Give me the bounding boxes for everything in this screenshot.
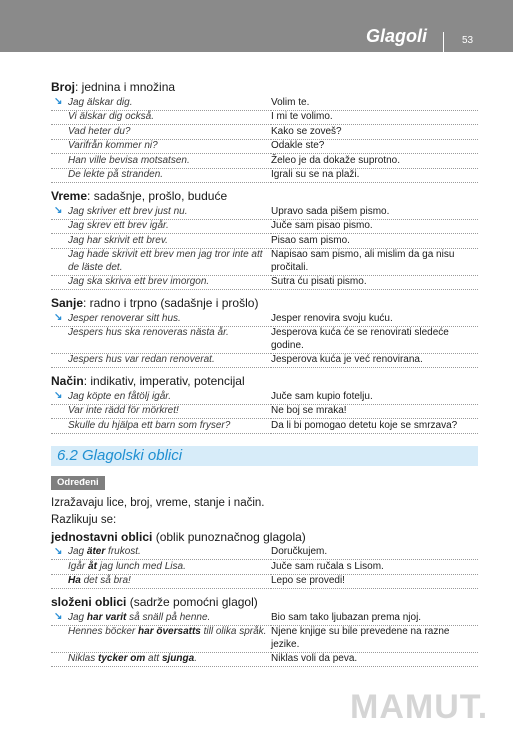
example-row	[51, 125, 478, 140]
example-row	[51, 353, 478, 368]
serbian-translation: Lepo se provedi!	[271, 574, 478, 589]
example-row	[51, 205, 478, 219]
swedish-example	[51, 404, 271, 419]
swedish-example	[51, 560, 271, 575]
swedish-example	[51, 219, 271, 234]
swedish-example	[51, 419, 271, 434]
example-row	[51, 574, 478, 589]
arrow-down-right-icon: ↘	[54, 96, 63, 107]
section-term: Vreme	[51, 189, 88, 203]
example-text: Igår	[68, 560, 89, 572]
example-text: det så bra!	[80, 575, 131, 586]
example-text: Hennes böcker	[68, 626, 139, 637]
arrow-down-right-icon: ↘	[54, 390, 63, 401]
example-table	[51, 96, 478, 183]
swedish-example	[51, 353, 271, 368]
example-row	[51, 248, 478, 275]
example-row	[51, 546, 478, 560]
intro-text: Razlikuju se:	[51, 513, 117, 526]
example-row	[51, 625, 478, 652]
example-row	[51, 390, 478, 404]
swedish-example	[51, 625, 271, 652]
section-description: (oblik punoznačnog glagola)	[152, 529, 306, 544]
serbian-translation: Doručkujem.	[271, 546, 478, 560]
swedish-example	[51, 234, 271, 249]
example-text: Jag ska skriva ett brev imorgon.	[68, 276, 210, 287]
chapter-title: Glagoli	[365, 26, 427, 46]
section-term: Sanje	[51, 296, 84, 310]
example-text: Vi älskar dig också.	[68, 111, 154, 122]
serbian-translation: I mi te volimo.	[271, 110, 478, 125]
example-text: Jag hade skrivit ett brev men jag tror inte att de läste det.	[68, 249, 263, 273]
serbian-translation: Juče sam pisao pismo.	[271, 219, 478, 234]
swedish-example	[51, 611, 271, 625]
section-heading	[51, 593, 478, 611]
swedish-example	[51, 390, 271, 404]
example-text: till olika språk.	[200, 626, 267, 637]
example-table	[51, 205, 478, 290]
serbian-translation: Želeo je da dokaže suprotno.	[271, 154, 478, 169]
section-term: Način	[51, 374, 84, 388]
serbian-translation: Upravo sada pišem pismo.	[271, 205, 478, 219]
page-header-bar	[0, 0, 513, 52]
example-text: att	[145, 653, 162, 664]
example-text: De lekte på stranden.	[68, 169, 164, 180]
example-text: Han ville bevisa motsatsen.	[68, 154, 190, 166]
example-text: Jesper renoverar sitt hus.	[68, 312, 181, 324]
swedish-example	[51, 275, 271, 290]
header-divider	[443, 32, 444, 52]
verb-highlight: har varit	[86, 611, 127, 623]
example-row	[51, 326, 478, 353]
swedish-example	[51, 125, 271, 140]
example-text: Jespers hus ska renoveras nästa år.	[68, 327, 229, 338]
serbian-translation: Igrali su se na plaži.	[271, 168, 478, 183]
example-text: .	[194, 653, 197, 664]
swedish-example	[51, 205, 271, 219]
section-description: : indikativ, imperativ, potencijal	[83, 374, 245, 388]
swedish-example	[51, 110, 271, 125]
swedish-example	[51, 312, 271, 326]
example-text: Jag	[68, 611, 87, 623]
section-term: jednostavni oblici	[51, 529, 153, 544]
example-text: Var inte rädd för mörkret!	[68, 405, 179, 416]
serbian-translation: Da li bi pomogao detetu koje se smrzava?	[271, 419, 478, 434]
serbian-translation: Njene knjige su bile prevedene na razne jezike.	[271, 625, 478, 652]
serbian-translation: Sutra ću pisati pismo.	[271, 275, 478, 290]
example-text: så snäll på henne.	[126, 611, 211, 623]
arrow-down-right-icon: ↘	[54, 205, 63, 216]
arrow-down-right-icon: ↘	[54, 611, 63, 622]
example-text: Varifrån kommer ni?	[68, 140, 158, 151]
serbian-translation: Odakle ste?	[271, 139, 478, 154]
serbian-translation: Niklas voli da peva.	[271, 652, 478, 667]
swedish-example	[51, 139, 271, 154]
swedish-example	[51, 168, 271, 183]
swedish-example	[51, 248, 271, 275]
section-heading	[51, 187, 478, 205]
swedish-example	[51, 154, 271, 169]
watermark-logo: MAMUT.	[350, 688, 489, 726]
serbian-translation: Jesper renovira svoju kuću.	[271, 312, 478, 326]
page-number: 53	[462, 35, 474, 46]
example-row	[51, 652, 478, 667]
section-description: : jednina i množina	[75, 80, 176, 94]
example-row	[51, 404, 478, 419]
example-text: Jespers hus var redan renoverat.	[68, 354, 215, 365]
example-text: Jag har skrivit ett brev.	[68, 234, 168, 246]
example-text: Skulle du hjälpa ett barn som fryser?	[68, 419, 231, 431]
serbian-translation: Ne boj se mraka!	[271, 404, 478, 419]
example-text: Niklas	[68, 653, 99, 664]
example-row	[51, 168, 478, 183]
example-text: jag lunch med Lisa.	[96, 560, 186, 572]
swedish-example	[51, 652, 271, 667]
example-text: Jag köpte en fåtölj igår.	[68, 390, 172, 402]
example-row	[51, 110, 478, 125]
category-label: Određeni	[51, 476, 105, 490]
example-table	[51, 312, 478, 368]
example-table	[51, 611, 478, 667]
example-row	[51, 234, 478, 249]
example-row	[51, 312, 478, 326]
serbian-translation: Volim te.	[271, 96, 478, 110]
section-description: : sadašnje, prošlo, buduće	[87, 189, 228, 203]
section-term: Broj	[51, 80, 75, 94]
serbian-translation: Napisao sam pismo, ali mislim da ga nisu pročitali.	[271, 248, 478, 275]
example-text: Vad heter du?	[68, 125, 131, 137]
verb-highlight: sjunga	[161, 653, 195, 664]
section-description: : radno i trpno (sadašnje i prošlo)	[83, 296, 259, 310]
example-text: frukost.	[105, 546, 141, 557]
serbian-translation: Juče sam ručala s Lisom.	[271, 560, 478, 575]
intro-text: Izražavaju lice, broj, vreme, stanje i način.	[51, 496, 265, 509]
serbian-translation: Pisao sam pismo.	[271, 234, 478, 249]
section-heading	[51, 528, 478, 546]
example-text: Jag älskar dig.	[68, 96, 133, 108]
swedish-example	[51, 326, 271, 353]
arrow-down-right-icon: ↘	[54, 312, 63, 323]
example-row	[51, 560, 478, 575]
verb-highlight: åt	[88, 560, 97, 572]
section-heading	[51, 78, 478, 96]
serbian-translation: Bio sam tako ljubazan prema njoj.	[271, 611, 478, 625]
arrow-down-right-icon: ↘	[54, 545, 63, 557]
example-text: Jag	[68, 546, 87, 557]
verb-highlight: Ha	[68, 575, 81, 586]
example-row	[51, 139, 478, 154]
verb-highlight: tycker om	[98, 653, 146, 664]
swedish-example	[51, 546, 271, 560]
example-table	[51, 546, 478, 590]
example-text: Jag skrev ett brev igår.	[68, 220, 169, 231]
example-row	[51, 275, 478, 290]
page-content	[51, 78, 478, 671]
example-text: Jag skriver ett brev just nu.	[68, 205, 188, 217]
section-heading	[51, 372, 478, 390]
serbian-translation: Juče sam kupio fotelju.	[271, 390, 478, 404]
section-description: (sadrže pomoćni glagol)	[126, 595, 258, 609]
serbian-translation: Jesperova kuća će se renovirati sledeće godine.	[271, 326, 478, 353]
example-row	[51, 154, 478, 169]
serbian-translation: Jesperova kuća je već renovirana.	[271, 353, 478, 368]
verb-highlight: äter	[86, 546, 106, 557]
swedish-example	[51, 574, 271, 589]
swedish-example	[51, 96, 271, 110]
verb-highlight: har översatts	[138, 626, 201, 637]
example-table	[51, 390, 478, 434]
subsection-heading: 6.2 Glagolski oblici	[51, 446, 478, 466]
serbian-translation: Kako se zoveš?	[271, 125, 478, 140]
example-row	[51, 419, 478, 434]
example-row	[51, 611, 478, 625]
section-heading	[51, 294, 478, 312]
example-row	[51, 219, 478, 234]
section-term: složeni oblici	[51, 595, 127, 609]
example-row	[51, 96, 478, 110]
